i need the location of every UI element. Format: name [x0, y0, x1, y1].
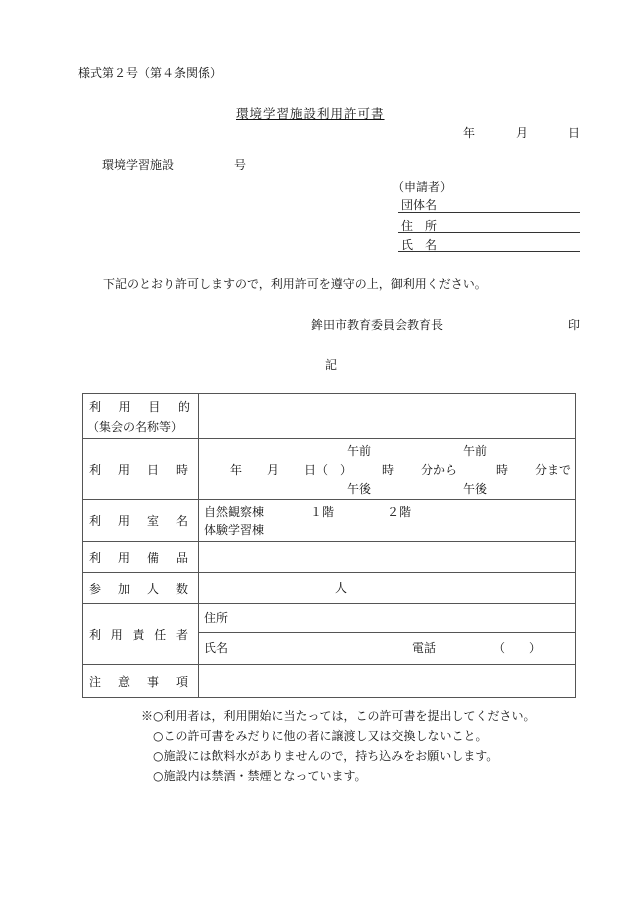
label-char: 責 — [132, 627, 145, 642]
label-char: 室 — [146, 514, 159, 528]
start-hour-label: 時 — [382, 463, 395, 477]
label-char: 目 — [148, 399, 161, 414]
label-char: 名 — [175, 514, 188, 528]
purpose-sub-label: （集会の名称等） — [87, 419, 184, 434]
label-char: 加 — [117, 581, 130, 596]
label-char: 利 — [89, 462, 102, 477]
end-hour-label: 時 — [496, 463, 509, 477]
label-char: 利 — [89, 514, 102, 528]
label-char: 利 — [89, 550, 102, 565]
label-char: 利 — [89, 627, 102, 642]
to-label: 分まで — [535, 463, 572, 477]
participants-unit: 人 — [335, 581, 348, 595]
purpose-value[interactable] — [199, 394, 576, 439]
manager-address-label: 住所 — [204, 611, 229, 625]
notes-value[interactable] — [199, 665, 576, 698]
applicant-org-line — [398, 212, 580, 213]
from-label: 分から — [421, 463, 458, 477]
permission-text: 下記のとおり許可しますので，利用許可を遵守の上，御利用ください。 — [103, 277, 487, 291]
label-char: 事 — [146, 674, 159, 689]
number-label: 号 — [234, 158, 247, 172]
label-char: 項 — [175, 674, 188, 689]
year-label: 年 — [230, 463, 243, 477]
room-bldg1-label: 自然観察棟 — [204, 505, 265, 519]
row-manager-address — [83, 604, 576, 633]
label-char: 品 — [175, 550, 188, 565]
footnote: ※○利用者は，利用開始に当たっては，この許可書を提出してください。 — [141, 709, 536, 723]
equipment-label — [83, 542, 199, 573]
label-char: 的 — [177, 399, 190, 414]
applicant-org-label: 団体名 — [401, 198, 438, 212]
participants-label — [83, 573, 199, 604]
row-notes — [83, 665, 576, 698]
document-title: 環境学習施設利用許可書 — [236, 106, 385, 121]
label-char: 用 — [110, 627, 123, 642]
date-year-label: 年 — [463, 126, 476, 140]
label-char: 用 — [117, 462, 130, 477]
row-equipment — [83, 542, 576, 573]
row-room — [83, 500, 576, 542]
label-char: 用 — [117, 514, 130, 528]
room-label — [83, 500, 199, 542]
row-datetime — [83, 439, 576, 500]
purpose-label — [83, 394, 199, 439]
applicant-name-label: 氏 名 — [401, 238, 438, 252]
applicant-address-line — [398, 232, 580, 233]
label-char: 意 — [117, 674, 130, 689]
start-pm-label: 午後 — [347, 482, 372, 496]
manager-name-value[interactable] — [199, 633, 576, 665]
footnote: ○施設内は禁酒・禁煙となっています。 — [153, 769, 367, 783]
manager-name-label: 氏名 — [204, 641, 229, 655]
end-pm-label: 午後 — [463, 482, 488, 496]
start-am-label: 午前 — [347, 444, 372, 458]
participants-value[interactable] — [199, 573, 576, 604]
room-value[interactable] — [199, 500, 576, 542]
label-char: 人 — [146, 581, 159, 596]
month-label: 月 — [267, 463, 280, 477]
room-bldg2-label: 体験学習棟 — [204, 523, 265, 537]
permit-form-table — [82, 393, 576, 698]
room-floor2-label: ２階 — [387, 505, 412, 519]
applicant-heading: （申請者） — [392, 180, 453, 194]
ki-heading: 記 — [325, 358, 338, 372]
label-char: 時 — [175, 462, 188, 477]
day-label: 日（ ） — [304, 463, 353, 477]
label-char: 者 — [175, 627, 188, 642]
label-char: 注 — [89, 674, 102, 689]
applicant-address-label: 住 所 — [401, 219, 438, 233]
manager-label — [83, 604, 199, 665]
row-participants — [83, 573, 576, 604]
facility-label: 環境学習施設 — [102, 158, 175, 172]
datetime-label — [83, 439, 199, 500]
notes-label — [83, 665, 199, 698]
room-floor1-label: １階 — [310, 505, 335, 519]
manager-address-value[interactable] — [199, 604, 576, 633]
label-char: 任 — [154, 627, 167, 642]
footnote: ○この許可書をみだりに他の者に譲渡し又は交換しないこと。 — [153, 729, 488, 743]
manager-phone-label: 電話 — [412, 641, 437, 655]
label-char: 日 — [146, 462, 159, 477]
applicant-name-line — [398, 251, 580, 252]
label-char: 参 — [89, 581, 102, 596]
footnote: ○施設には飲料水がありませんので，持ち込みをお願いします。 — [153, 749, 499, 763]
label-char: 利 — [89, 399, 102, 414]
equipment-value[interactable] — [199, 542, 576, 573]
datetime-value[interactable] — [199, 439, 576, 500]
label-char: 用 — [117, 550, 130, 565]
label-char: 数 — [175, 581, 188, 596]
row-purpose — [83, 394, 576, 439]
label-char: 備 — [146, 550, 159, 565]
date-day-label: 日 — [568, 126, 581, 140]
seal-mark: 印 — [568, 318, 581, 332]
form-number: 様式第２号（第４条関係） — [78, 66, 223, 80]
issuer-name: 鉾田市教育委員会教育長 — [311, 318, 444, 332]
date-month-label: 月 — [516, 126, 529, 140]
manager-phone-paren: （ ） — [493, 641, 542, 655]
end-am-label: 午前 — [463, 444, 488, 458]
label-char: 用 — [118, 399, 131, 414]
